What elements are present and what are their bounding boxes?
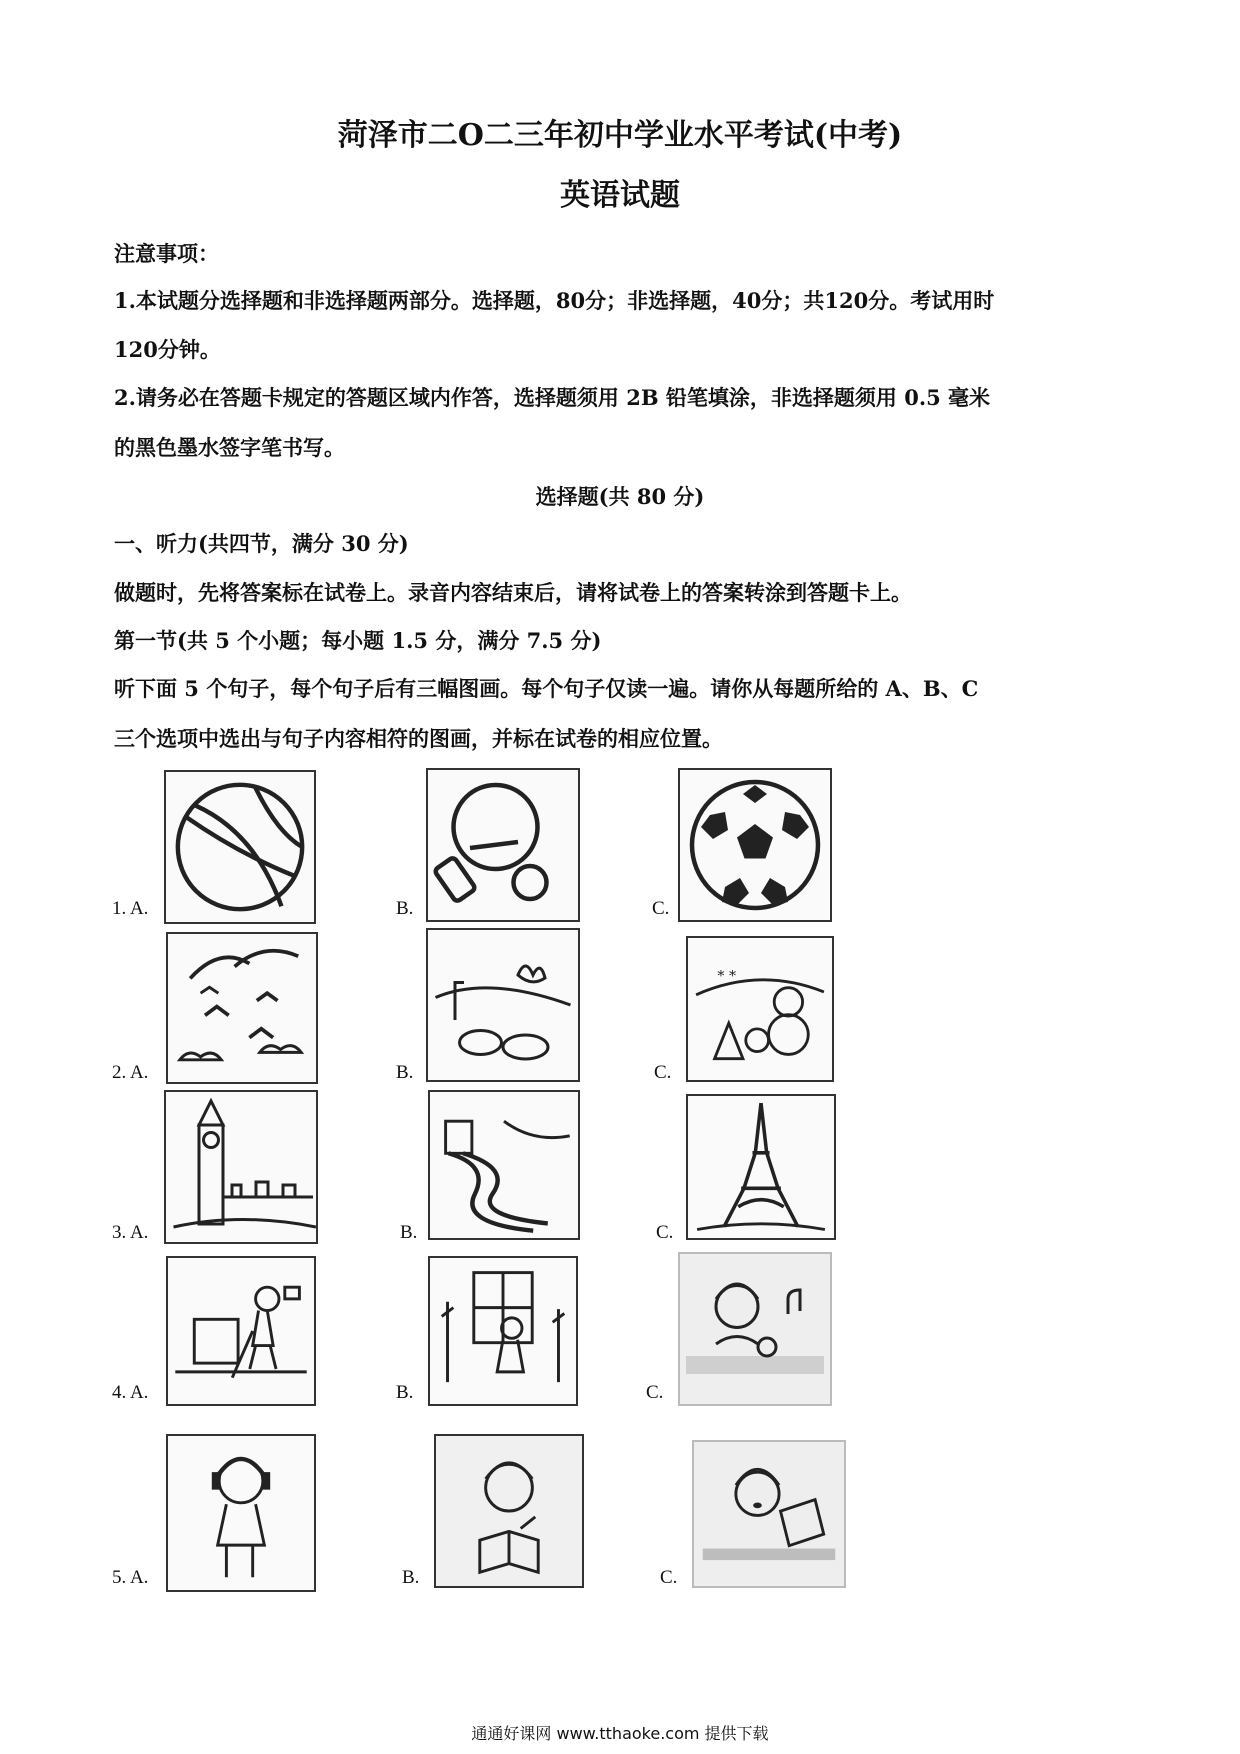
q4-option-b-label: B. bbox=[396, 1382, 414, 1403]
svg-text:* *: * * bbox=[717, 968, 737, 985]
winter-snowman-icon bbox=[686, 936, 834, 1082]
boy-reading-aloud-icon bbox=[692, 1440, 846, 1588]
q3-option-c-label: C. bbox=[656, 1222, 674, 1243]
q1-option-c-label: C. bbox=[652, 898, 670, 919]
boy-sweeping-floor-icon bbox=[166, 1256, 316, 1406]
note-1-line-1: 1.本试题分选择题和非选择题两部分。选择题，80分；非选择题，40分；共120分。考试用时 bbox=[114, 288, 995, 313]
q2-option-b-label: B. bbox=[396, 1062, 414, 1083]
exam-title: 菏泽市二O二三年初中学业水平考试(中考) bbox=[337, 118, 903, 153]
q5-option-b-label: B. bbox=[402, 1567, 420, 1588]
girl-cleaning-window-icon bbox=[428, 1256, 578, 1406]
eiffel-tower-icon bbox=[686, 1094, 836, 1240]
great-wall-icon bbox=[428, 1090, 580, 1240]
exam-subtitle: 英语试题 bbox=[560, 178, 680, 213]
subsection-heading: 第一节(共 5 个小题；每小题 1.5 分，满分 7.5 分) bbox=[114, 628, 602, 653]
summer-lotus-icon bbox=[426, 928, 580, 1082]
section-heading: 选择题(共 80 分) bbox=[535, 484, 705, 509]
q2-option-a-label: 2. A. bbox=[112, 1062, 149, 1083]
girl-washing-dishes-icon bbox=[678, 1252, 832, 1406]
note-1-line-2: 120分钟。 bbox=[114, 337, 221, 362]
q5-option-a-label: 5. A. bbox=[112, 1567, 149, 1588]
q1-option-b-label: B. bbox=[396, 898, 414, 919]
ping-pong-paddle-icon bbox=[426, 768, 580, 922]
task-line-1: 听下面 5 个句子，每个句子后有三幅图画。每个句子仅读一遍。请你从每题所给的 A、B、C bbox=[114, 676, 979, 701]
q4-option-a-label: 4. A. bbox=[112, 1382, 149, 1403]
soccer-ball-icon bbox=[678, 768, 832, 922]
q3-option-b-label: B. bbox=[400, 1222, 418, 1243]
instruction-text: 做题时，先将答案标在试卷上。录音内容结束后，请将试卷上的答案转涂到答题卡上。 bbox=[114, 580, 912, 605]
q1-option-a-label: 1. A. bbox=[112, 898, 149, 919]
note-2-line-2: 的黑色墨水签字笔书写。 bbox=[114, 435, 345, 460]
boy-writing-icon bbox=[434, 1434, 584, 1588]
part-1-heading: 一、听力(共四节，满分 30 分) bbox=[114, 531, 409, 556]
boy-listening-headphones-icon bbox=[166, 1434, 316, 1592]
spring-swallows-icon bbox=[166, 932, 318, 1084]
note-2-line-1: 2.请务必在答题卡规定的答题区域内作答，选择题须用 2B 铅笔填涂，非选择题须用 0.5 毫米 bbox=[114, 385, 991, 410]
notes-heading: 注意事项： bbox=[114, 241, 219, 266]
footer-source: 通通好课网 www.tthaoke.com 提供下载 bbox=[471, 1724, 769, 1743]
task-line-2: 三个选项中选出与句子内容相符的图画，并标在试卷的相应位置。 bbox=[114, 726, 723, 751]
q3-option-a-label: 3. A. bbox=[112, 1222, 149, 1243]
big-ben-icon bbox=[164, 1090, 318, 1244]
basketball-icon bbox=[164, 770, 316, 924]
q4-option-c-label: C. bbox=[646, 1382, 664, 1403]
q2-option-c-label: C. bbox=[654, 1062, 672, 1083]
q5-option-c-label: C. bbox=[660, 1567, 678, 1588]
